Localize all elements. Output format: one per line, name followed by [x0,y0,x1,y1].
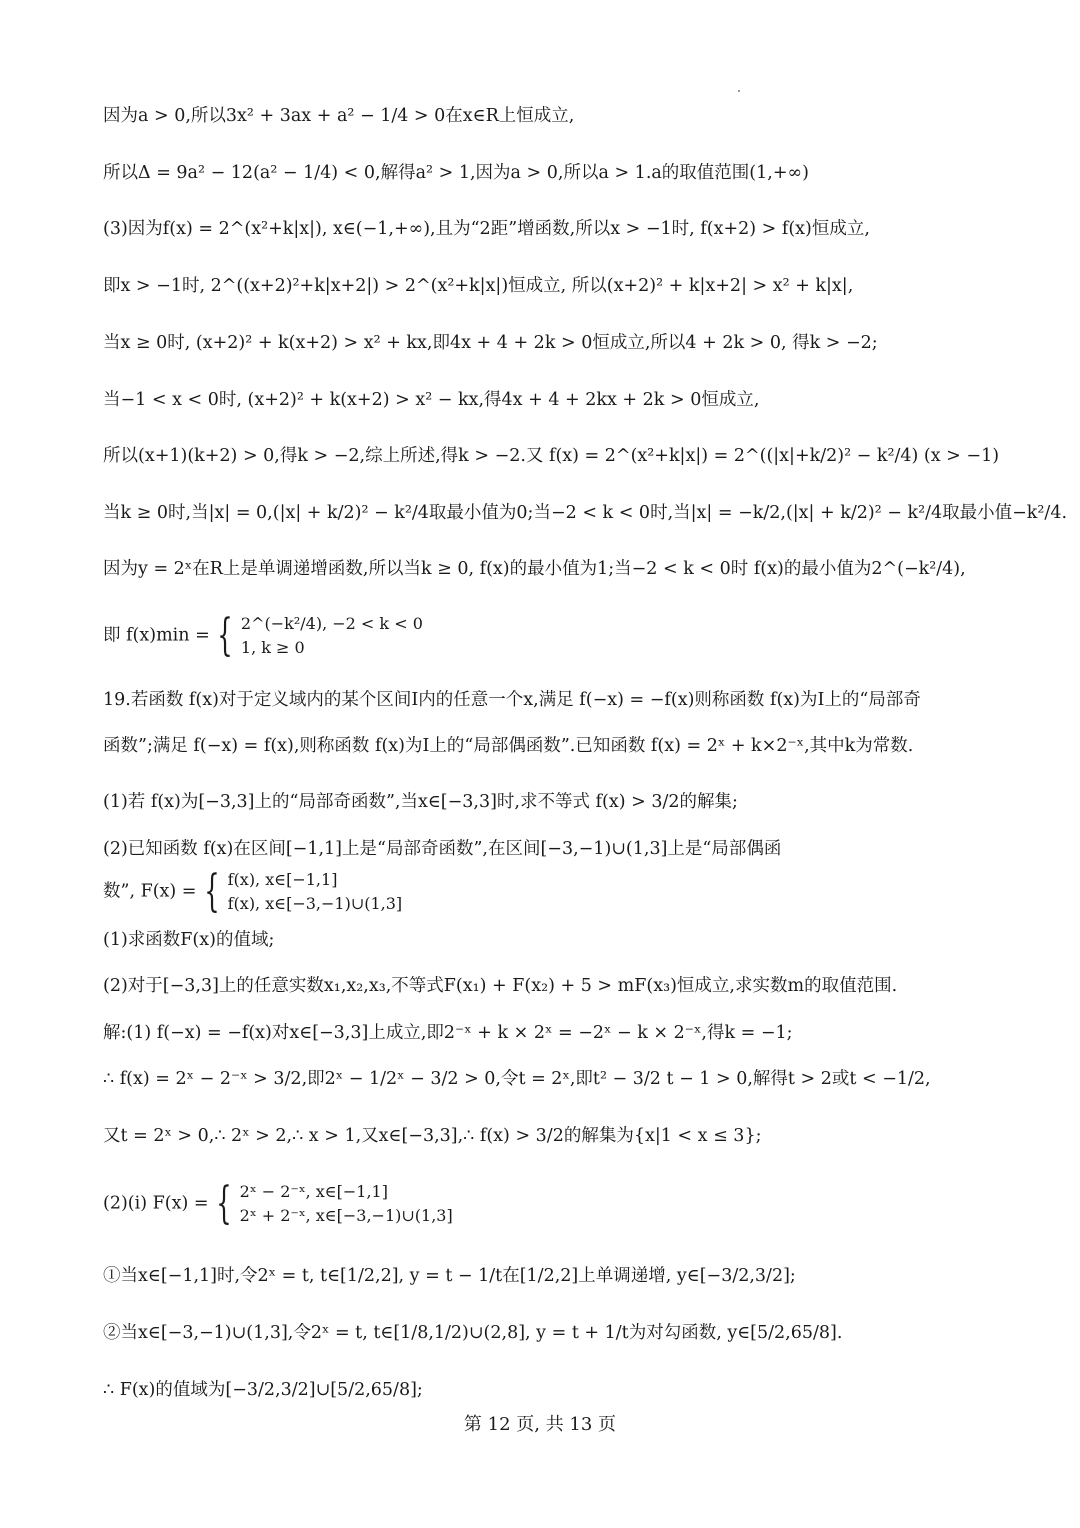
solution-line-9: 因为y = 2ˣ在R上是单调递增函数,所以当k ≥ 0, f(x)的最小值为1;当−2 < k < 0时 f(x)的最小值为2^(−k²/4), [103,559,966,579]
solution-line-8: 当k ≥ 0时,当|x| = 0,(|x| + k/2)² − k²/4取最小值为0;当−2 < k < 0时,当|x| = −k/2,(|x| + k/2)² − k²/4取最小值−k²/4. [103,503,1068,523]
solution-line-4: 即x > −1时, 2^((x+2)²+k|x+2|) > 2^(x²+k|x|)恒成立, 所以(x+2)² + k|x+2| > x² + k|x|, [103,276,854,296]
min-value-piecewise [103,612,423,660]
case-2: f(x), x∈[−3,−1)∪(1,3] [227,894,403,913]
piecewise-cases [241,612,423,660]
case-1: f(x), x∈[−1,1] [227,870,338,889]
piecewise-prefix: 即 f(x)min = [103,625,210,646]
solution-line-1: 因为a > 0,所以3x² + 3ax + a² − 1/4 > 0在x∈R上恒成立, [103,106,575,126]
solution-line-2: 所以Δ = 9a² − 12(a² − 1/4) < 0,解得a² > 1,因为a > 0,所以a > 1.a的取值范围(1,+∞) [103,163,809,183]
problem-19-line-2: 函数”;满足 f(−x) = f(x),则称函数 f(x)为I上的“局部偶函数”.已知函数 f(x) = 2ˣ + k×2⁻ˣ,其中k为常数. [103,736,914,756]
left-brace: { [216,1178,232,1229]
answer-case-1: ①当x∈[−1,1]时,令2ˣ = t, t∈[1/2,2], y = t − 1/t在[1/2,2]上单调递增, y∈[−3/2,3/2]; [103,1266,796,1286]
case-1: 2^(−k²/4), −2 < k < 0 [240,614,423,633]
answer-line-3: 又t = 2ˣ > 0,∴ 2ˣ > 2,∴ x > 1,又x∈[−3,3],∴ f(x) > 3/2的解集为{x|1 < x ≤ 3}; [103,1126,762,1146]
case-2: 1, k ≥ 0 [240,638,305,657]
piecewise-cases [240,1180,453,1228]
F-explicit-piecewise [103,1180,453,1228]
piecewise-prefix: 数”, F(x) = [103,881,197,902]
problem-19-subpart-1: (1)求函数F(x)的值域; [103,930,275,950]
piecewise-cases [228,868,403,916]
answer-line-1: 解:(1) f(−x) = −f(x)对x∈[−3,3]上成立,即2⁻ˣ + k × 2ˣ = −2ˣ − k × 2⁻ˣ,得k = −1; [103,1023,793,1043]
solution-line-6: 当−1 < x < 0时, (x+2)² + k(x+2) > x² − kx,得4x + 4 + 2kx + 2k > 0恒成立, [103,390,760,410]
scan-speck [738,90,740,92]
problem-19-line-1: 19.若函数 f(x)对于定义域内的某个区间I内的任意一个x,满足 f(−x) = −f(x)则称函数 f(x)为I上的“局部奇 [103,690,921,710]
solution-line-5: 当x ≥ 0时, (x+2)² + k(x+2) > x² + kx,即4x + 4 + 2k > 0恒成立,所以4 + 2k > 0, 得k > −2; [103,333,878,353]
page-footer: 第 12 页, 共 13 页 [463,1414,617,1435]
case-1: 2ˣ − 2⁻ˣ, x∈[−1,1] [239,1182,388,1201]
answer-range: ∴ F(x)的值域为[−3/2,3/2]∪[5/2,65/8]; [103,1380,423,1400]
left-brace: { [204,866,220,917]
left-brace: { [217,610,234,661]
case-2: 2ˣ + 2⁻ˣ, x∈[−3,−1)∪(1,3] [239,1206,453,1225]
F-definition-piecewise [103,868,402,916]
problem-19-subpart-2: (2)对于[−3,3]上的任意实数x₁,x₂,x₃,不等式F(x₁) + F(x₂) + 5 > mF(x₃)恒成立,求实数m的取值范围. [103,976,898,996]
problem-19-part-2: (2)已知函数 f(x)在区间[−1,1]上是“局部奇函数”,在区间[−3,−1)∪(1,3]上是“局部偶函 [103,839,782,859]
solution-line-7: 所以(x+1)(k+2) > 0,得k > −2,综上所述,得k > −2.又 f(x) = 2^(x²+k|x|) = 2^((|x|+k/2)² − k²/4) (x > −1) [103,446,1000,466]
solution-line-3: (3)因为f(x) = 2^(x²+k|x|), x∈(−1,+∞),且为“2距”增函数,所以x > −1时, f(x+2) > f(x)恒成立, [103,219,870,239]
problem-19-part-1: (1)若 f(x)为[−3,3]上的“局部奇函数”,当x∈[−3,3]时,求不等式 f(x) > 3/2的解集; [103,792,738,812]
answer-line-2: ∴ f(x) = 2ˣ − 2⁻ˣ > 3/2,即2ˣ − 1/2ˣ − 3/2 > 0,令t = 2ˣ,即t² − 3/2 t − 1 > 0,解得t > 2或t < −1/2, [103,1069,931,1089]
piecewise-prefix: (2)(i) F(x) = [103,1193,209,1214]
answer-case-2: ②当x∈[−3,−1)∪(1,3],令2ˣ = t, t∈[1/8,1/2)∪(2,8], y = t + 1/t为对勾函数, y∈[5/2,65/8]. [103,1323,843,1343]
